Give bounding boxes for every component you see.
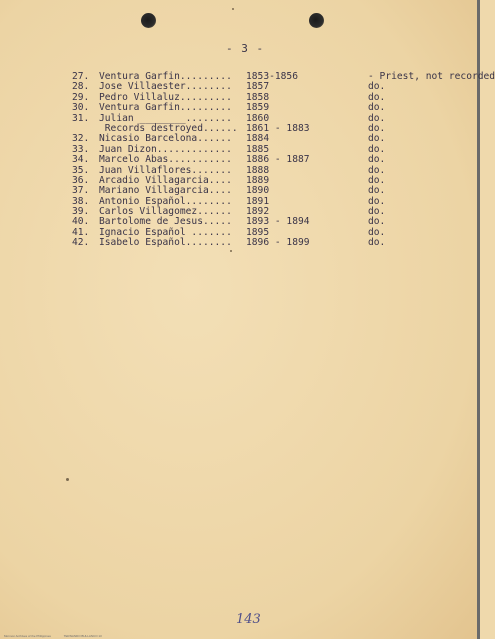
entry-note: - Priest, not recorded [368, 71, 495, 82]
entry-name: Carlos Villagomez...... [99, 206, 232, 218]
entry-years: 1860 [246, 112, 270, 124]
punch-hole-left [141, 13, 156, 28]
entry-name: Records destroyed...... [99, 122, 238, 134]
footer-left: Mormon Archives of the Philippines [4, 634, 51, 638]
entry-note: do. [368, 122, 386, 134]
entry-name: Juan Villaflores....... [99, 164, 232, 176]
entry-note: do. [368, 81, 386, 93]
entry-num: 34. [72, 154, 90, 166]
entry-name: Juan Dizon............. [99, 143, 232, 155]
entry-name: Mariano Villagarcia.... [99, 185, 232, 197]
entry-name: Bartolome de Jesus..... [99, 216, 232, 228]
entry-name: Julian ________........ [99, 112, 232, 124]
entry-num: 36. [72, 174, 90, 186]
entry-years: 1890 [246, 185, 270, 197]
entry-years: 1859 [246, 102, 270, 114]
entry-note: do. [368, 237, 386, 249]
entry-num: 38. [72, 195, 90, 207]
archive-footer [4, 634, 102, 638]
entry-name: Jose Villaester........ [99, 81, 232, 93]
paper-speck [232, 8, 234, 10]
entry-years: 1861 - 1883 [246, 122, 310, 134]
entry-years: 1884 [246, 133, 270, 145]
entry-years: 1891 [246, 195, 270, 207]
entry-years: 1885 [246, 143, 270, 155]
entry-note: do. [368, 216, 386, 228]
entry-num: 30. [72, 102, 90, 114]
entry-num: 39. [72, 206, 90, 218]
entry-num: 31. [72, 112, 90, 124]
entry-num: 29. [72, 91, 90, 103]
entry-years: 1888 [246, 164, 270, 176]
list-item [72, 238, 472, 248]
entry-note: do. [368, 164, 386, 176]
entry-name: Arcadio Villagarcia.... [99, 174, 232, 186]
entry-name: Ignacio Español ....... [99, 226, 232, 238]
list-item [72, 103, 472, 113]
entry-num: 37. [72, 185, 90, 197]
entry-num: 42. [72, 237, 90, 249]
entry-years: 1857 [246, 81, 270, 93]
entry-years: 1893 - 1894 [246, 216, 310, 228]
paper-speck [66, 478, 69, 481]
entry-num: 33. [72, 143, 90, 155]
entry-name: Ventura Garfin......... [99, 102, 232, 114]
entry-note: do. [368, 206, 386, 218]
entry-years: 1896 - 1899 [246, 237, 310, 249]
entry-note: do. [368, 102, 386, 114]
entry-years: 1853-1856 [246, 71, 298, 82]
entry-years: 1895 [246, 226, 270, 238]
entry-note: do. [368, 112, 386, 124]
entry-note: do. [368, 226, 386, 238]
entry-name: Antonio Español........ [99, 195, 232, 207]
entry-num: 41. [72, 226, 90, 238]
entry-years: 1892 [246, 206, 270, 218]
entry-years: 1889 [246, 174, 270, 186]
entry-years: 1858 [246, 91, 270, 103]
entry-note: do. [368, 195, 386, 207]
entry-name: Ventura Garfin......... [99, 71, 232, 82]
paper-speck [230, 250, 232, 252]
entry-note: do. [368, 174, 386, 186]
footer-right: TERNANDO BULLANCO 13 [63, 634, 102, 638]
entry-num: 40. [72, 216, 90, 228]
entry-name: Nicasio Barcelona...... [99, 133, 232, 145]
entry-num: 32. [72, 133, 90, 145]
entry-name: Marcelo Abas........... [99, 154, 232, 166]
entry-num: 27. [72, 71, 90, 82]
entry-num: 35. [72, 164, 90, 176]
entry-note: do. [368, 185, 386, 197]
entry-years: 1886 - 1887 [246, 154, 310, 166]
entry-name: Pedro Villaluz......... [99, 91, 232, 103]
page-header-mark: - 3 - [226, 42, 265, 55]
entry-name: Isabelo Español........ [99, 237, 232, 249]
list-item [72, 155, 472, 165]
entry-num: 28. [72, 81, 90, 93]
priest-list [72, 71, 495, 249]
punch-hole-right [309, 13, 324, 28]
entry-note: do. [368, 154, 386, 166]
entry-note: do. [368, 91, 386, 103]
entry-note: do. [368, 143, 386, 155]
entry-note: do. [368, 133, 386, 145]
handwritten-page-number: 143 [236, 612, 261, 627]
